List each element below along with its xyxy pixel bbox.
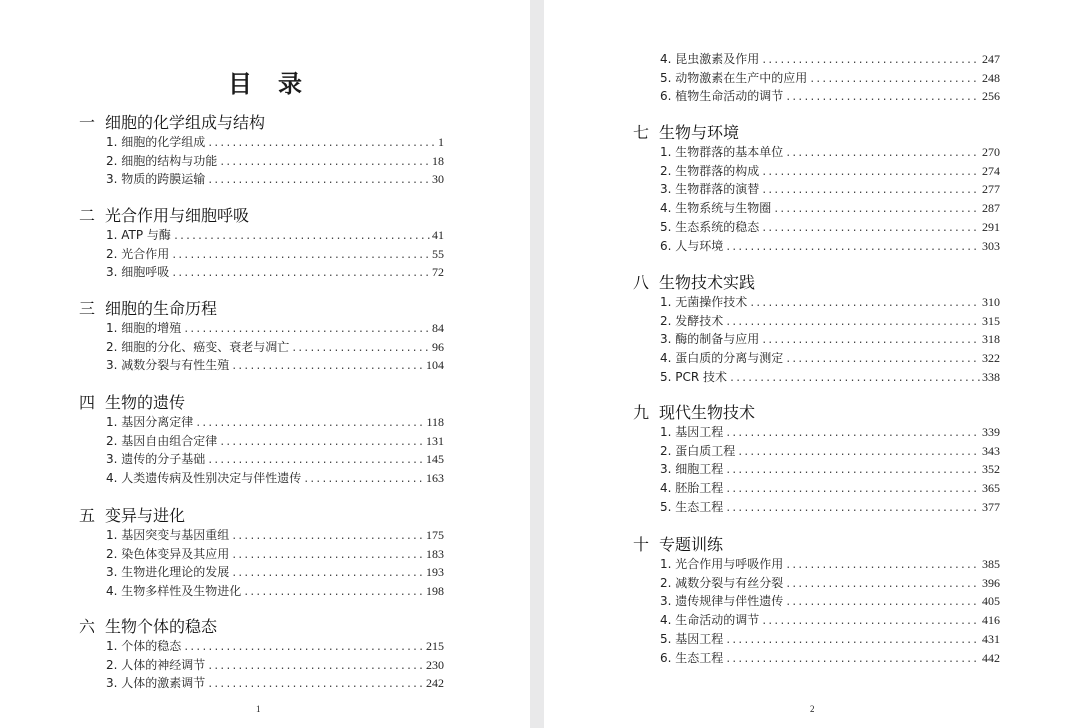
chapter-heading[interactable]: [79, 617, 217, 637]
entry-page-number: 41: [432, 228, 444, 242]
entry-page-number: 287: [982, 201, 1000, 216]
chapter-number: 三: [79, 299, 96, 318]
entry-label: 4. 生命活动的调节: [660, 613, 760, 628]
chapter-title: 生物与环境: [659, 123, 740, 142]
entry-label: 3. 物质的跨膜运输: [106, 172, 206, 187]
leader-dots: [303, 472, 424, 488]
chapter-heading[interactable]: [633, 273, 755, 293]
entry-page-number: 274: [982, 163, 1000, 178]
toc-entry[interactable]: [106, 451, 444, 467]
entry-page-number: 385: [982, 557, 1000, 571]
entry-label: 1. 细胞的化学组成: [106, 135, 206, 149]
entry-label: 5. 动物激素在生产中的应用: [660, 70, 808, 85]
leader-dots: [761, 614, 980, 630]
toc-entry[interactable]: [660, 51, 1000, 67]
entry-page-number: 315: [982, 313, 1000, 328]
toc-entry[interactable]: [660, 650, 1000, 666]
chapter-heading[interactable]: [79, 206, 249, 226]
entry-page-number: 303: [982, 238, 1000, 253]
toc-entry[interactable]: [106, 564, 444, 580]
entry-page-number: 104: [426, 358, 444, 373]
entry-label: 2. 光合作用: [106, 246, 170, 261]
toc-entry[interactable]: [660, 443, 1000, 459]
leader-dots: [785, 146, 980, 162]
chapter-number: 一: [79, 113, 96, 132]
chapter-number: 六: [79, 617, 96, 636]
toc-title: 目录: [228, 70, 328, 98]
leader-dots: [725, 463, 980, 479]
leader-dots: [761, 53, 980, 69]
toc-entry[interactable]: [660, 612, 1000, 628]
page-number: 2: [810, 704, 815, 714]
toc-entry[interactable]: [106, 583, 444, 599]
page-number: 1: [256, 704, 261, 714]
leader-dots: [231, 566, 424, 582]
entry-page-number: 343: [982, 443, 1000, 458]
toc-entry[interactable]: [660, 631, 1000, 647]
leader-dots: [725, 482, 980, 498]
chapter-heading[interactable]: [79, 299, 217, 319]
chapter-title: 生物个体的稳态: [105, 617, 218, 636]
toc-entry[interactable]: [660, 70, 1000, 86]
chapter-title: 细胞的化学组成与结构: [105, 113, 266, 132]
leader-dots: [785, 90, 980, 106]
entry-label: 5. PCR 技术: [660, 369, 728, 384]
leader-dots: [171, 248, 430, 264]
toc-entry[interactable]: [660, 313, 1000, 329]
leader-dots: [809, 72, 980, 88]
entry-page-number: 96: [432, 339, 444, 354]
entry-page-number: 242: [426, 676, 444, 691]
entry-label: 5. 生态工程: [660, 499, 724, 514]
toc-entry[interactable]: [660, 331, 1000, 347]
entry-label: 4. 蛋白质的分离与测定: [660, 351, 784, 366]
chapter-title: 变异与进化: [105, 506, 186, 525]
chapter-heading[interactable]: [633, 123, 739, 143]
chapter-number: 七: [633, 123, 650, 142]
chapter-title: 细胞的生命历程: [105, 299, 218, 318]
entry-label: 1. 光合作用与呼吸作用: [660, 557, 784, 571]
toc-entry[interactable]: [660, 424, 1000, 440]
entry-label: 2. 减数分裂与有丝分裂: [660, 575, 784, 590]
entry-label: 2. 基因自由组合定律: [106, 433, 218, 448]
leader-dots: [773, 202, 980, 218]
leader-dots: [785, 558, 980, 574]
entry-page-number: 248: [982, 70, 1000, 85]
leader-dots: [725, 315, 980, 331]
leader-dots: [725, 652, 980, 668]
toc-entry[interactable]: [660, 575, 1000, 591]
entry-page-number: 396: [982, 575, 1000, 590]
entry-label: 1. 基因突变与基因重组: [106, 528, 230, 542]
entry-label: 3. 酶的制备与应用: [660, 332, 760, 347]
entry-page-number: 30: [432, 172, 444, 187]
toc-entry[interactable]: [660, 163, 1000, 179]
leader-dots: [231, 529, 424, 545]
leader-dots: [291, 341, 430, 357]
leader-dots: [725, 501, 980, 517]
entry-label: 4. 昆虫激素及作用: [660, 52, 760, 66]
toc-entry[interactable]: [660, 369, 1000, 385]
leader-dots: [231, 548, 424, 564]
entry-page-number: 230: [426, 657, 444, 672]
entry-page-number: 72: [432, 265, 444, 280]
entry-label: 4. 胚胎工程: [660, 481, 724, 496]
entry-label: 6. 人与环境: [660, 238, 724, 253]
leader-dots: [725, 633, 980, 649]
toc-entry[interactable]: [660, 499, 1000, 515]
leader-dots: [729, 371, 980, 387]
chapter-title: 现代生物技术: [659, 403, 756, 422]
entry-page-number: 18: [432, 153, 444, 168]
entry-page-number: 291: [982, 219, 1000, 234]
leader-dots: [749, 296, 980, 312]
leader-dots: [761, 333, 980, 349]
entry-page-number: 318: [982, 332, 1000, 347]
entry-page-number: 247: [982, 52, 1000, 66]
entry-label: 2. 细胞的结构与功能: [106, 153, 218, 168]
toc-entry[interactable]: [106, 134, 444, 150]
chapter-number: 二: [79, 206, 96, 225]
toc-entry[interactable]: [106, 657, 444, 673]
entry-page-number: 310: [982, 295, 1000, 309]
entry-label: 3. 遗传规律与伴性遗传: [660, 594, 784, 609]
toc-entry[interactable]: [660, 480, 1000, 496]
leader-dots: [761, 165, 980, 181]
leader-dots: [207, 677, 424, 693]
entry-page-number: 416: [982, 613, 1000, 628]
chapter-number: 十: [633, 535, 650, 554]
leader-dots: [171, 266, 430, 282]
entry-page-number: 339: [982, 425, 1000, 439]
leader-dots: [725, 240, 980, 256]
chapter-number: 四: [79, 393, 96, 412]
toc-entry[interactable]: [660, 181, 1000, 197]
leader-dots: [725, 426, 980, 442]
leader-dots: [183, 322, 430, 338]
leader-dots: [785, 595, 980, 611]
entry-page-number: 183: [426, 546, 444, 561]
entry-page-number: 277: [982, 182, 1000, 197]
toc-entry[interactable]: [660, 350, 1000, 366]
toc-entry[interactable]: [106, 546, 444, 562]
chapter-title: 专题训练: [659, 535, 724, 554]
entry-page-number: 163: [426, 471, 444, 486]
leader-dots: [207, 173, 430, 189]
entry-page-number: 175: [426, 528, 444, 542]
toc-entry[interactable]: [106, 433, 444, 449]
entry-page-number: 322: [982, 351, 1000, 366]
toc-page-2: [544, 0, 1080, 728]
entry-label: 1. 个体的稳态: [106, 639, 182, 653]
entry-page-number: 1: [438, 135, 444, 149]
entry-page-number: 55: [432, 246, 444, 261]
entry-label: 3. 人体的激素调节: [106, 676, 206, 691]
entry-page-number: 193: [426, 565, 444, 580]
leader-dots: [243, 585, 424, 601]
chapter-heading[interactable]: [79, 113, 265, 133]
toc-entry[interactable]: [660, 556, 1000, 572]
entry-label: 2. 发酵技术: [660, 313, 724, 328]
toc-entry[interactable]: [106, 320, 444, 336]
toc-entry[interactable]: [660, 238, 1000, 254]
leader-dots: [183, 640, 424, 656]
entry-page-number: 377: [982, 499, 1000, 514]
toc-entry[interactable]: [106, 357, 444, 373]
entry-page-number: 131: [426, 433, 444, 448]
leader-dots: [785, 577, 980, 593]
entry-label: 3. 减数分裂与有性生殖: [106, 358, 230, 373]
toc-entry[interactable]: [106, 638, 444, 654]
entry-page-number: 405: [982, 594, 1000, 609]
entry-label: 4. 生物多样性及生物进化: [106, 584, 242, 599]
toc-entry[interactable]: [660, 144, 1000, 160]
entry-label: 2. 细胞的分化、癌变、衰老与凋亡: [106, 339, 290, 354]
leader-dots: [761, 221, 980, 237]
entry-label: 5. 基因工程: [660, 631, 724, 646]
leader-dots: [761, 183, 980, 199]
entry-label: 5. 生态系统的稳态: [660, 219, 760, 234]
leader-dots: [785, 352, 980, 368]
entry-page-number: 442: [982, 650, 1000, 665]
toc-entry[interactable]: [106, 153, 444, 169]
toc-entry[interactable]: [106, 675, 444, 691]
entry-label: 6. 生态工程: [660, 650, 724, 665]
entry-page-number: 270: [982, 145, 1000, 159]
chapter-heading[interactable]: [79, 393, 185, 413]
toc-entry[interactable]: [660, 88, 1000, 104]
entry-label: 1. 基因分离定律: [106, 415, 194, 429]
chapter-heading[interactable]: [79, 506, 185, 526]
toc-entry[interactable]: [660, 200, 1000, 216]
entry-label: 3. 生物群落的演替: [660, 182, 760, 197]
chapter-number: 九: [633, 403, 650, 422]
leader-dots: [207, 659, 424, 675]
leader-dots: [173, 229, 430, 245]
toc-entry[interactable]: [106, 171, 444, 187]
toc-entry[interactable]: [660, 219, 1000, 235]
toc-entry[interactable]: [660, 294, 1000, 310]
toc-entry[interactable]: [660, 461, 1000, 477]
toc-entry[interactable]: [106, 339, 444, 355]
toc-entry[interactable]: [106, 246, 444, 262]
toc-entry[interactable]: [106, 264, 444, 280]
leader-dots: [207, 453, 424, 469]
entry-label: 2. 染色体变异及其应用: [106, 546, 230, 561]
toc-entry[interactable]: [106, 470, 444, 486]
entry-page-number: 431: [982, 631, 1000, 646]
entry-page-number: 118: [426, 415, 444, 429]
entry-page-number: 365: [982, 481, 1000, 496]
entry-label: 1. 细胞的增殖: [106, 321, 182, 335]
chapter-title: 光合作用与细胞呼吸: [105, 206, 250, 225]
leader-dots: [219, 155, 430, 171]
entry-label: 4. 人类遗传病及性别决定与伴性遗传: [106, 471, 302, 486]
entry-page-number: 145: [426, 452, 444, 467]
chapter-heading[interactable]: [633, 403, 755, 423]
entry-label: 2. 人体的神经调节: [106, 657, 206, 672]
toc-page-1: [0, 0, 530, 728]
entry-label: 1. 无菌操作技术: [660, 295, 748, 309]
chapter-title: 生物的遗传: [105, 393, 186, 412]
leader-dots: [231, 359, 424, 375]
chapter-number: 五: [79, 506, 96, 525]
toc-entry[interactable]: [106, 414, 444, 430]
toc-entry[interactable]: [106, 227, 444, 243]
entry-page-number: 256: [982, 89, 1000, 104]
entry-label: 3. 生物进化理论的发展: [106, 565, 230, 580]
leader-dots: [207, 136, 436, 152]
entry-label: 6. 植物生命活动的调节: [660, 89, 784, 104]
toc-entry[interactable]: [106, 527, 444, 543]
chapter-heading[interactable]: [633, 535, 723, 555]
entry-label: 3. 细胞工程: [660, 462, 724, 477]
leader-dots: [219, 435, 424, 451]
entry-label: 3. 细胞呼吸: [106, 265, 170, 280]
entry-label: 1. 基因工程: [660, 425, 724, 439]
entry-page-number: 338: [982, 369, 1000, 384]
leader-dots: [737, 445, 980, 461]
toc-entry[interactable]: [660, 593, 1000, 609]
chapter-number: 八: [633, 273, 650, 292]
entry-label: 1. 生物群落的基本单位: [660, 145, 784, 159]
entry-label: 3. 遗传的分子基础: [106, 452, 206, 467]
entry-label: 1. ATP 与酶: [106, 228, 171, 242]
entry-label: 2. 生物群落的构成: [660, 163, 760, 178]
entry-label: 2. 蛋白质工程: [660, 443, 736, 458]
entry-page-number: 198: [426, 584, 444, 599]
entry-page-number: 84: [432, 321, 444, 335]
entry-label: 4. 生物系统与生物圈: [660, 201, 772, 216]
entry-page-number: 352: [982, 462, 1000, 477]
entry-page-number: 215: [426, 639, 444, 653]
leader-dots: [195, 416, 424, 432]
chapter-title: 生物技术实践: [659, 273, 756, 292]
